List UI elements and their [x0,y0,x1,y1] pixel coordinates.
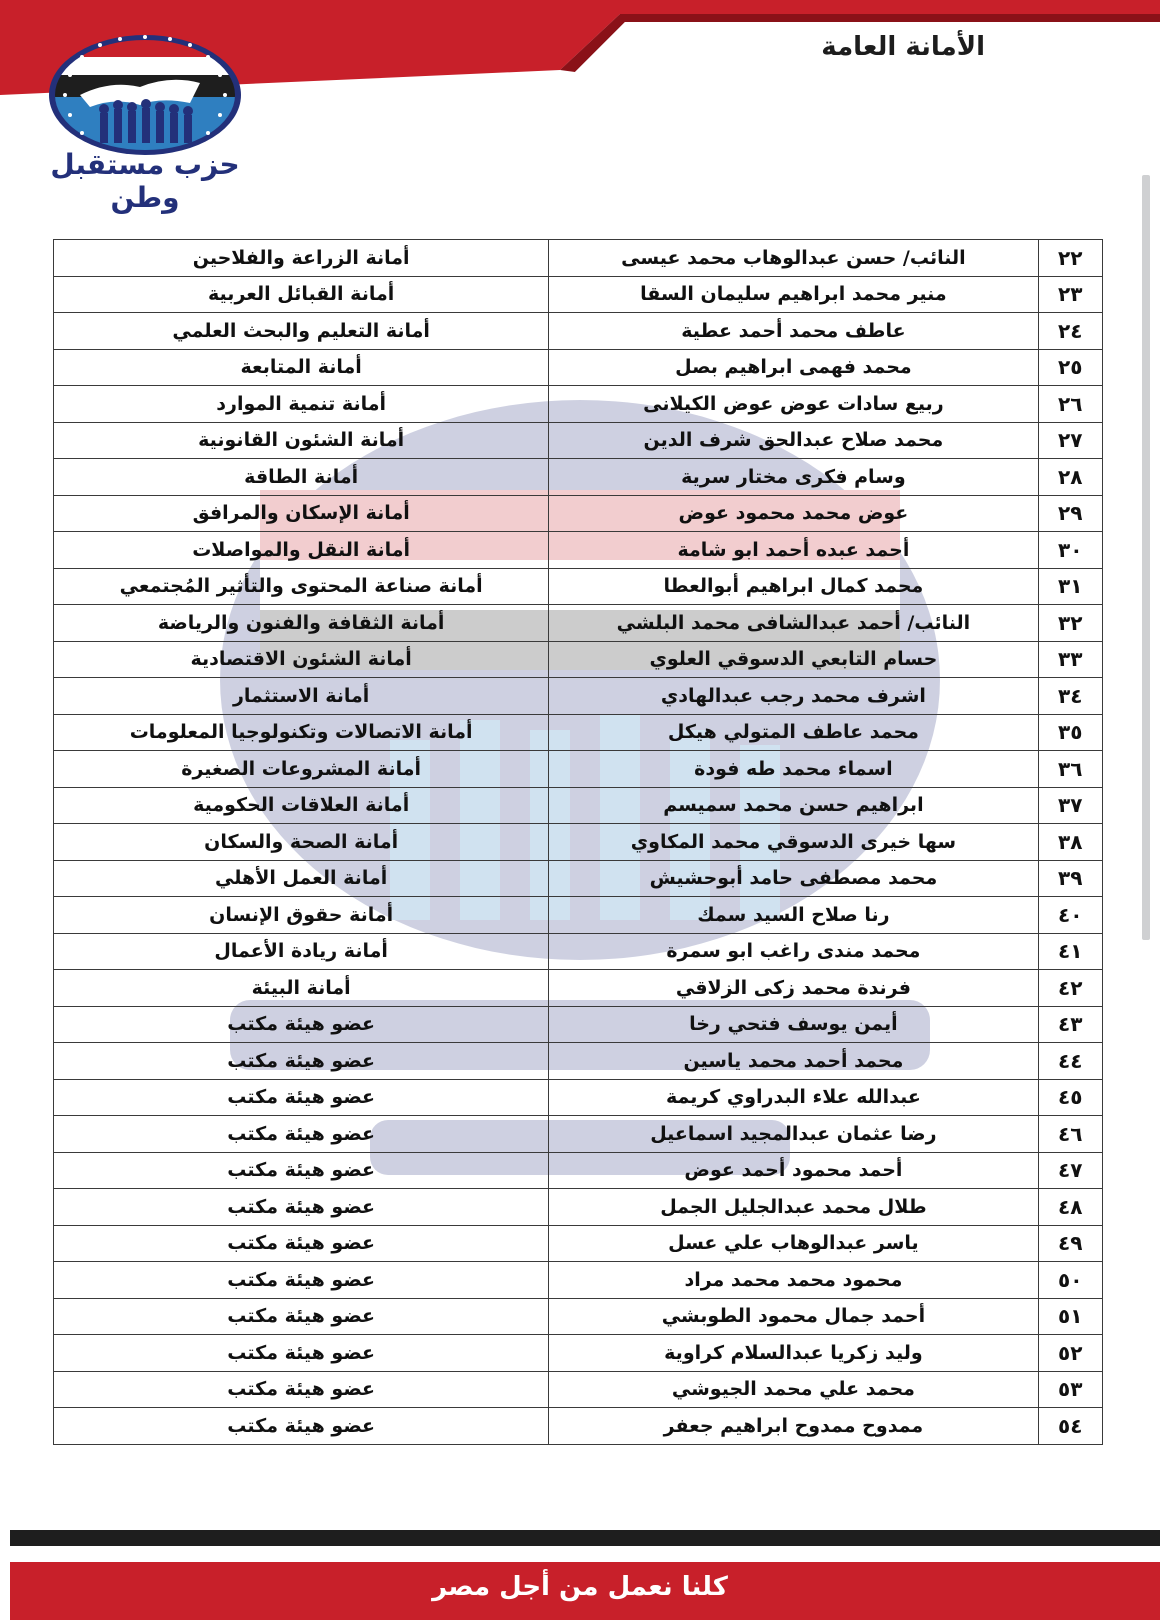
member-name: عوض محمد محمود عوض [549,495,1038,532]
member-name: محمد عاطف المتولي هيكل [549,714,1038,751]
member-name: النائب/ حسن عبدالوهاب محمد عيسى [549,240,1038,277]
member-role: عضو هيئة مكتب [54,1189,549,1226]
row-number: ٤٠ [1038,897,1102,934]
table-row [54,459,1103,496]
table-row [54,240,1103,277]
row-number: ٢٢ [1038,240,1102,277]
table-row [54,1189,1103,1226]
scrollbar[interactable] [1142,175,1150,940]
member-role: أمانة المتابعة [54,349,549,386]
member-name: محمد علي محمد الجيوشي [549,1371,1038,1408]
table-row [54,787,1103,824]
table-row [54,678,1103,715]
member-name: النائب/ أحمد عبدالشافى محمد البلشي [549,605,1038,642]
row-number: ٥٢ [1038,1335,1102,1372]
member-name: أحمد عبده أحمد ابو شامة [549,532,1038,569]
row-number: ٥١ [1038,1298,1102,1335]
member-name: أحمد جمال محمود الطوبشي [549,1298,1038,1335]
row-number: ٢٣ [1038,276,1102,313]
member-role: عضو هيئة مكتب [54,1116,549,1153]
table-row [54,1079,1103,1116]
member-role: عضو هيئة مكتب [54,1225,549,1262]
member-name: ربيع سادات عوض عوض الكيلانى [549,386,1038,423]
member-role: أمانة الاستثمار [54,678,549,715]
member-role: أمانة الصحة والسكان [54,824,549,861]
member-name: محمد كمال ابراهيم أبوالعطا [549,568,1038,605]
member-name: وسام فكرى مختار سرية [549,459,1038,496]
member-role: أمانة تنمية الموارد [54,386,549,423]
footer-divider [10,1530,1160,1546]
table-row [54,1225,1103,1262]
row-number: ٥٤ [1038,1408,1102,1445]
table-row [54,495,1103,532]
row-number: ٤٧ [1038,1152,1102,1189]
member-role: أمانة الشئون الاقتصادية [54,641,549,678]
table-row [54,1371,1103,1408]
member-name: اسماء محمد طه فودة [549,751,1038,788]
member-name: محمد فهمى ابراهيم بصل [549,349,1038,386]
member-name: عبدالله علاء البدراوي كريمة [549,1079,1038,1116]
member-role: أمانة النقل والمواصلات [54,532,549,569]
table-row [54,1408,1103,1445]
member-role: أمانة المشروعات الصغيرة [54,751,549,788]
member-role: عضو هيئة مكتب [54,1371,549,1408]
member-role: عضو هيئة مكتب [54,1408,549,1445]
row-number: ٤٣ [1038,1006,1102,1043]
table-row [54,532,1103,569]
member-role: أمانة الإسكان والمرافق [54,495,549,532]
member-name: ابراهيم حسن محمد سميسم [549,787,1038,824]
row-number: ٣٩ [1038,860,1102,897]
row-number: ٤٤ [1038,1043,1102,1080]
member-name: رنا صلاح السيد سمك [549,897,1038,934]
table-row [54,860,1103,897]
member-role: أمانة البيئة [54,970,549,1007]
member-role: عضو هيئة مكتب [54,1298,549,1335]
row-number: ٣٣ [1038,641,1102,678]
member-role: عضو هيئة مكتب [54,1262,549,1299]
table-row [54,349,1103,386]
member-name: عاطف محمد أحمد عطية [549,313,1038,350]
table-row [54,897,1103,934]
member-role: أمانة القبائل العربية [54,276,549,313]
row-number: ٥٠ [1038,1262,1102,1299]
table-row [54,1335,1103,1372]
row-number: ٣٦ [1038,751,1102,788]
table-row [54,1006,1103,1043]
member-name: ممدوح ممدوح ابراهيم جعفر [549,1408,1038,1445]
footer-slogan: كلنا نعمل من أجل مصر [432,1572,728,1602]
member-name: فرندة محمد زكى الزلاقي [549,970,1038,1007]
row-number: ٥٣ [1038,1371,1102,1408]
member-role: أمانة الزراعة والفلاحين [54,240,549,277]
table-row [54,970,1103,1007]
row-number: ٢٩ [1038,495,1102,532]
row-number: ٢٨ [1038,459,1102,496]
row-number: ٣٤ [1038,678,1102,715]
row-number: ٣٢ [1038,605,1102,642]
table-row [54,714,1103,751]
member-name: محمد مندى راغب ابو سمرة [549,933,1038,970]
row-number: ٣٧ [1038,787,1102,824]
table-row [54,422,1103,459]
member-name: حسام التابعي الدسوقي العلوي [549,641,1038,678]
row-number: ٤٥ [1038,1079,1102,1116]
member-role: أمانة الثقافة والفنون والرياضة [54,605,549,642]
table-row [54,276,1103,313]
table-row [54,751,1103,788]
row-number: ٤١ [1038,933,1102,970]
member-name: محمد أحمد محمد ياسين [549,1043,1038,1080]
member-name: محمد مصطفى حامد أبوحشيش [549,860,1038,897]
row-number: ٤٢ [1038,970,1102,1007]
member-role: أمانة الاتصالات وتكنولوجيا المعلومات [54,714,549,751]
member-name: منير محمد ابراهيم سليمان السقا [549,276,1038,313]
member-role: عضو هيئة مكتب [54,1043,549,1080]
table-row [54,824,1103,861]
row-number: ٤٩ [1038,1225,1102,1262]
row-number: ٤٨ [1038,1189,1102,1226]
table-row [54,313,1103,350]
table-row [54,1152,1103,1189]
member-name: محمد صلاح عبدالحق شرف الدين [549,422,1038,459]
member-name: اشرف محمد رجب عبدالهادي [549,678,1038,715]
row-number: ٣٠ [1038,532,1102,569]
member-role: أمانة الطاقة [54,459,549,496]
member-role: أمانة حقوق الإنسان [54,897,549,934]
page-title: الأمانة العامة [821,32,985,62]
logo-text: حزب مستقبل وطن [50,148,240,214]
member-role: أمانة الشئون القانونية [54,422,549,459]
member-name: طلال محمد عبدالجليل الجمل [549,1189,1038,1226]
member-name: أيمن يوسف فتحي رخا [549,1006,1038,1043]
row-number: ٤٦ [1038,1116,1102,1153]
member-role: أمانة صناعة المحتوى والتأثير المُجتمعي [54,568,549,605]
row-number: ٢٤ [1038,313,1102,350]
member-role: عضو هيئة مكتب [54,1335,549,1372]
member-role: أمانة التعليم والبحث العلمي [54,313,549,350]
member-name: سها خيرى الدسوقي محمد المكاوي [549,824,1038,861]
members-table [53,239,1103,1445]
member-name: وليد زكريا عبدالسلام كراوية [549,1335,1038,1372]
table-row [54,1262,1103,1299]
member-role: عضو هيئة مكتب [54,1006,549,1043]
table-row [54,933,1103,970]
member-name: ياسر عبدالوهاب علي عسل [549,1225,1038,1262]
member-role: عضو هيئة مكتب [54,1152,549,1189]
table-row [54,568,1103,605]
table-row [54,605,1103,642]
table-row [54,641,1103,678]
member-role: أمانة العلاقات الحكومية [54,787,549,824]
row-number: ٣١ [1038,568,1102,605]
table-row [54,1298,1103,1335]
member-role: أمانة ريادة الأعمال [54,933,549,970]
member-name: محمود محمد محمد مراد [549,1262,1038,1299]
table-row [54,1116,1103,1153]
table-row [54,1043,1103,1080]
row-number: ٣٥ [1038,714,1102,751]
row-number: ٣٨ [1038,824,1102,861]
member-role: أمانة العمل الأهلي [54,860,549,897]
row-number: ٢٦ [1038,386,1102,423]
row-number: ٢٥ [1038,349,1102,386]
table-row [54,386,1103,423]
row-number: ٢٧ [1038,422,1102,459]
member-name: أحمد محمود أحمد عوض [549,1152,1038,1189]
member-role: عضو هيئة مكتب [54,1079,549,1116]
member-name: رضا عثمان عبدالمجيد اسماعيل [549,1116,1038,1153]
